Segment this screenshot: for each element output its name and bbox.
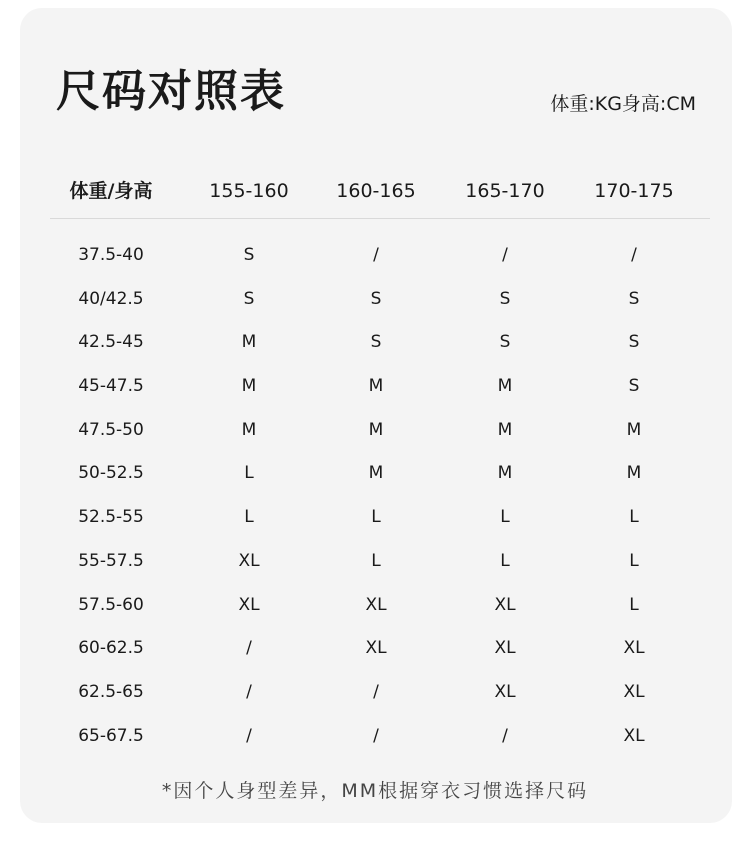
table-row bbox=[0, 496, 750, 540]
size-cell: / bbox=[373, 725, 379, 746]
size-cell: L bbox=[244, 507, 254, 528]
size-cell: S bbox=[370, 332, 382, 353]
weight-range-cell: 37.5-40 bbox=[78, 245, 144, 265]
size-cell: / bbox=[246, 725, 252, 746]
header-height-160-165: 160-165 bbox=[336, 180, 416, 202]
size-cell: M bbox=[368, 419, 384, 440]
size-cell: L bbox=[629, 594, 639, 615]
weight-range-cell: 55-57.5 bbox=[78, 550, 144, 571]
table-header bbox=[0, 172, 750, 212]
size-cell: XL bbox=[623, 681, 645, 702]
size-cell: M bbox=[241, 419, 257, 440]
size-cell: / bbox=[246, 638, 252, 659]
table-row bbox=[0, 452, 750, 496]
size-cell: L bbox=[500, 550, 510, 571]
size-cell: M bbox=[626, 463, 642, 484]
table-row bbox=[0, 278, 750, 322]
size-cell: S bbox=[243, 245, 255, 265]
size-cell: M bbox=[241, 376, 257, 397]
size-cell: XL bbox=[623, 638, 645, 659]
size-cell: S bbox=[370, 288, 382, 309]
size-cell: / bbox=[631, 245, 637, 265]
size-cell: L bbox=[500, 507, 510, 528]
size-cell: XL bbox=[365, 594, 387, 615]
size-cell: / bbox=[246, 681, 252, 702]
size-cell: M bbox=[626, 419, 642, 440]
size-cell: L bbox=[244, 463, 254, 484]
size-cell: M bbox=[241, 332, 257, 353]
table-row bbox=[0, 671, 750, 715]
header-weight-height: 体重/身高 bbox=[69, 180, 153, 202]
weight-range-cell: 60-62.5 bbox=[78, 638, 144, 659]
size-cell: M bbox=[368, 376, 384, 397]
size-cell: / bbox=[502, 245, 508, 265]
size-cell: / bbox=[373, 245, 379, 265]
size-cell: L bbox=[371, 550, 381, 571]
size-cell: XL bbox=[494, 638, 516, 659]
weight-range-cell: 62.5-65 bbox=[78, 681, 144, 702]
size-cell: L bbox=[629, 550, 639, 571]
footnote: *因个人身型差异，MM根据穿衣习惯选择尺码 bbox=[161, 780, 589, 802]
size-cell: S bbox=[243, 288, 255, 309]
table-row bbox=[0, 584, 750, 628]
weight-range-cell: 52.5-55 bbox=[78, 507, 144, 528]
size-cell: XL bbox=[238, 594, 260, 615]
size-cell: XL bbox=[623, 725, 645, 746]
size-cell: / bbox=[373, 681, 379, 702]
size-cell: L bbox=[629, 507, 639, 528]
unit-label: 体重:KG身高:CM bbox=[550, 93, 696, 115]
weight-range-cell: 45-47.5 bbox=[78, 376, 144, 397]
size-cell: S bbox=[628, 332, 640, 353]
table-body bbox=[0, 234, 750, 758]
size-cell: M bbox=[497, 463, 513, 484]
table-row bbox=[0, 540, 750, 584]
weight-range-cell: 40/42.5 bbox=[78, 288, 144, 309]
weight-range-cell: 50-52.5 bbox=[78, 463, 144, 484]
size-cell: S bbox=[628, 288, 640, 309]
page-title: 尺码对照表 bbox=[56, 66, 286, 117]
weight-range-cell: 57.5-60 bbox=[78, 594, 144, 615]
header-height-170-175: 170-175 bbox=[594, 180, 674, 202]
size-cell: XL bbox=[238, 550, 260, 571]
table-row bbox=[0, 409, 750, 453]
size-cell: XL bbox=[494, 681, 516, 702]
size-cell: S bbox=[499, 332, 511, 353]
header-height-165-170: 165-170 bbox=[465, 180, 545, 202]
size-cell: M bbox=[368, 463, 384, 484]
header-divider bbox=[50, 218, 710, 219]
table-row bbox=[0, 234, 750, 278]
weight-range-cell: 47.5-50 bbox=[78, 419, 144, 440]
size-cell: L bbox=[371, 507, 381, 528]
size-cell: M bbox=[497, 376, 513, 397]
size-cell: S bbox=[499, 288, 511, 309]
size-cell: XL bbox=[494, 594, 516, 615]
size-cell: M bbox=[497, 419, 513, 440]
weight-range-cell: 42.5-45 bbox=[78, 332, 144, 353]
table-row bbox=[0, 715, 750, 759]
table-row bbox=[0, 365, 750, 409]
size-cell: S bbox=[628, 376, 640, 397]
table-row bbox=[0, 321, 750, 365]
header-height-155-160: 155-160 bbox=[209, 180, 289, 202]
weight-range-cell: 65-67.5 bbox=[78, 725, 144, 746]
table-row bbox=[0, 627, 750, 671]
size-cell: XL bbox=[365, 638, 387, 659]
size-cell: / bbox=[502, 725, 508, 746]
